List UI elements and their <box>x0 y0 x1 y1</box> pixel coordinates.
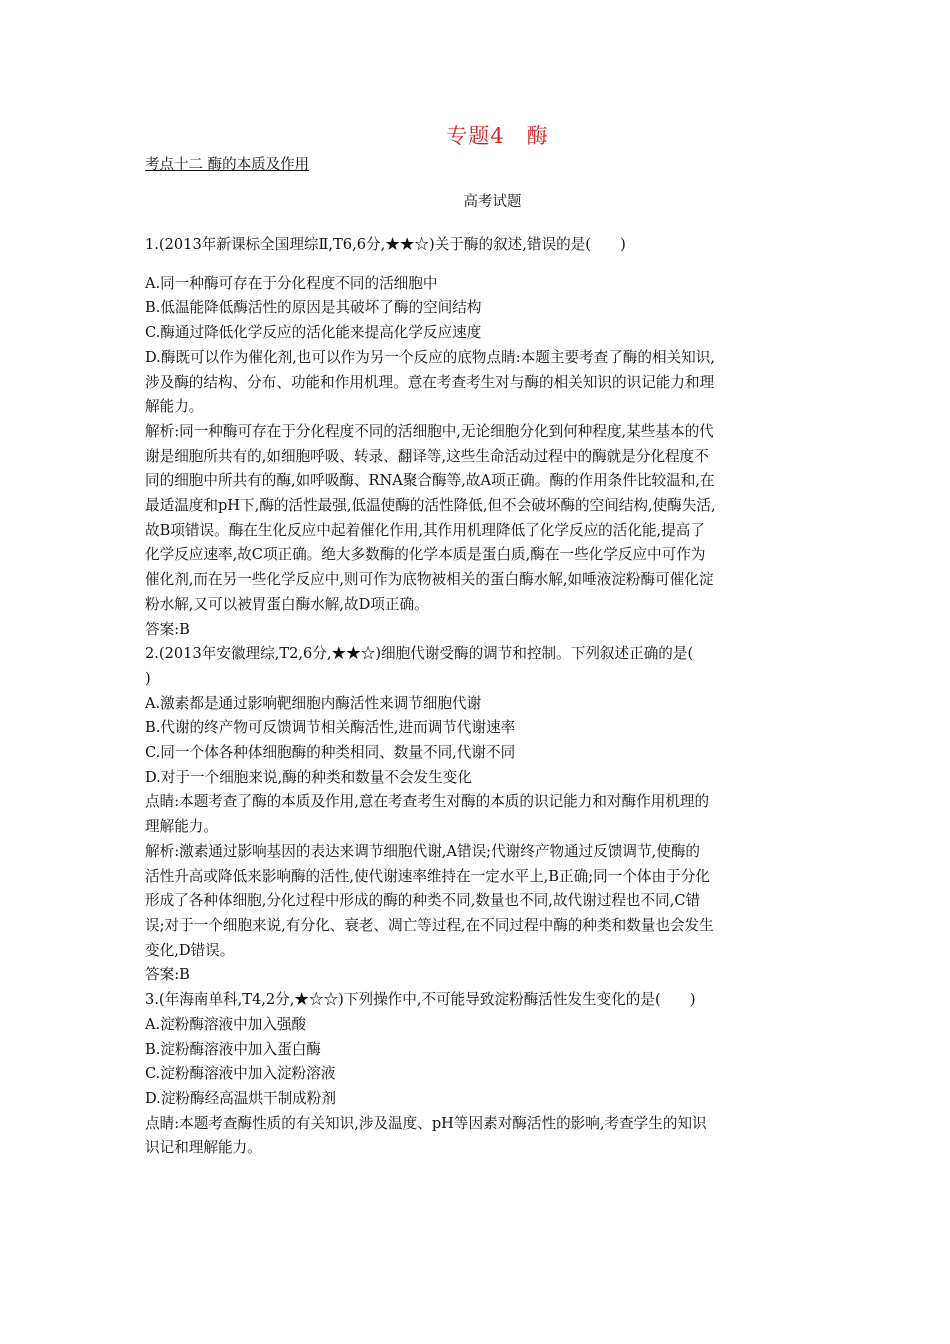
analysis-line: 谢是细胞所共有的,如细胞呼吸、转录、翻译等,这些生命活动过程中的酶就是分化程度不 <box>145 447 709 465</box>
question-3 <box>145 988 810 1161</box>
note-line: 理解能力。 <box>145 818 218 836</box>
option-c: C.同一个体各种体细胞酶的种类相同、数量不同,代谢不同 <box>145 744 516 762</box>
option-c: C.淀粉酶溶液中加入淀粉溶液 <box>145 1065 336 1083</box>
question-stem: 2.(2013年安徽理综,T2,6分,★★☆)细胞代谢受酶的调节和控制。下列叙述正确的是( <box>145 645 694 663</box>
analysis-line: 解析:同一种酶可存在于分化程度不同的活细胞中,无论细胞分化到何种程度,某些基本的代 <box>145 422 714 440</box>
analysis-line: 解析:激素通过影响基因的表达来调节细胞代谢,A错误;代谢终产物通过反馈调节,使酶的 <box>145 842 701 860</box>
analysis-line: 故B项错误。酶在生化反应中起着催化作用,其作用机理降低了化学反应的活化能,提高了 <box>145 521 705 539</box>
analysis-line: 催化剂,而在另一些化学反应中,则可作为底物被相关的蛋白酶水解,如唾液淀粉酶可催化淀 <box>145 571 714 589</box>
option-d: D.淀粉酶经高温烘干制成粉剂 <box>145 1089 336 1107</box>
document-page <box>145 118 810 1161</box>
question-2 <box>145 642 810 988</box>
note-line: 识记和理解能力。 <box>145 1139 262 1157</box>
question-stem-continued: ) <box>145 669 151 687</box>
option-b: B.淀粉酶溶液中加入蛋白酶 <box>145 1040 321 1058</box>
note-line: 涉及酶的结构、分布、功能和作用机理。意在考查考生对与酶的相关知识的识记能力和理 <box>145 373 715 391</box>
question-1 <box>145 233 810 642</box>
option-d-with-note: D.酶既可以作为催化剂,也可以作为另一个反应的底物点睛:本题主要考查了酶的相关知识, <box>145 348 715 366</box>
analysis-line: 活性升高或降低来影响酶的活性,使代谢速率维持在一定水平上,B正确;同一个体由于分化 <box>145 867 710 885</box>
option-b: B.代谢的终产物可反馈调节相关酶活性,进而调节代谢速率 <box>145 719 516 737</box>
option-a: A.淀粉酶溶液中加入强酸 <box>145 1015 307 1033</box>
analysis-line: 误;对于一个细胞来说,有分化、衰老、凋亡等过程,在不同过程中酶的种类和数量也会发生 <box>145 916 714 934</box>
analysis-line: 最适温度和pH下,酶的活性最强,低温使酶的活性降低,但不会破坏酶的空间结构,使酶失活, <box>145 497 716 515</box>
analysis-line: 形成了各种体细胞,分化过程中形成的酶的种类不同,数量也不同,故代谢过程也不同,C错 <box>145 892 701 910</box>
option-a: A.激素都是通过影响靶细胞内酶活性来调节细胞代谢 <box>145 694 482 712</box>
topic-subtitle: 考点十二 酶的本质及作用 <box>145 157 310 173</box>
question-stem: 3.(年海南单科,T4,2分,★☆☆)下列操作中,不可能导致淀粉酶活性发生变化的是( ) <box>145 991 696 1009</box>
page-title: 专题4 酶 <box>446 124 549 148</box>
note-line: 点睛:本题考查酶性质的有关知识,涉及温度、pH等因素对酶活性的影响,考查学生的知识 <box>145 1114 707 1132</box>
answer: 答案:B <box>145 620 190 638</box>
analysis-line: 化学反应速率,故C项正确。绝大多数酶的化学本质是蛋白质,酶在一些化学反应中可作为 <box>145 546 706 564</box>
answer: 答案:B <box>145 966 190 984</box>
section-heading: 高考试题 <box>463 194 522 210</box>
note-line: 解能力。 <box>145 398 204 416</box>
analysis-line: 同的细胞中所共有的酶,如呼吸酶、RNA聚合酶等,故A项正确。酶的作用条件比较温和,在 <box>145 472 715 490</box>
analysis-line: 变化,D错误。 <box>145 941 235 959</box>
option-c: C.酶通过降低化学反应的活化能来提高化学反应速度 <box>145 324 482 342</box>
option-b: B.低温能降低酶活性的原因是其破坏了酶的空间结构 <box>145 299 482 317</box>
option-d: D.对于一个细胞来说,酶的种类和数量不会发生变化 <box>145 768 472 786</box>
analysis-line: 粉水解,又可以被胃蛋白酶水解,故D项正确。 <box>145 595 429 613</box>
option-a: A.同一种酶可存在于分化程度不同的活细胞中 <box>145 274 438 292</box>
note-line: 点睛:本题考查了酶的本质及作用,意在考查考生对酶的本质的识记能力和对酶作用机理的 <box>145 793 710 811</box>
question-stem: 1.(2013年新课标全国理综Ⅱ,T6,6分,★★☆)关于酶的叙述,错误的是( ) <box>145 236 626 253</box>
